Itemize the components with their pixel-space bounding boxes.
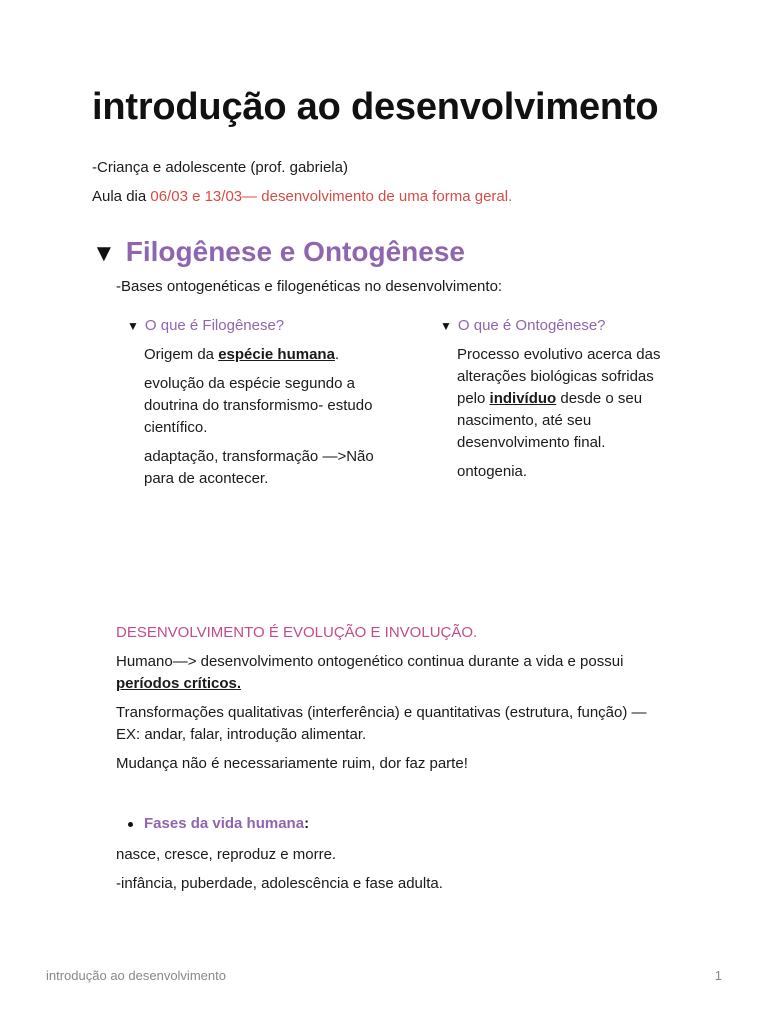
ontogenese-p1-l1: Processo evolutivo acerca das <box>457 346 661 363</box>
ontogenese-p1-l4: nascimento, até seu <box>457 412 592 429</box>
text: desde o seu <box>556 390 643 407</box>
bullet-icon <box>128 822 133 827</box>
filogenese-p2-l2: doutrina do transformismo- estudo <box>144 397 373 414</box>
section-subtitle: -Bases ontogenéticas e filogenéticas no desenvolvimento: <box>116 278 503 295</box>
intro-line-2 <box>92 186 512 208</box>
text: : <box>304 815 310 832</box>
filogenese-question: O que é Filogênese? <box>144 317 285 334</box>
fases-p1: nasce, cresce, reproduz e morre. <box>116 846 337 863</box>
fases-p2: -infância, puberdade, adolescência e fase adulta. <box>116 875 443 892</box>
desenvolvimento-heading: DESENVOLVIMENTO É EVOLUÇÃO E INVOLUÇÃO. <box>116 624 478 641</box>
toggle-triangle-icon[interactable]: ▼ <box>440 319 452 333</box>
desenvolvimento-p1-l1: Humano—> desenvolvimento ontogenético continua durante a vida e possui <box>116 653 624 670</box>
ontogenese-p1-l3 <box>457 388 642 410</box>
page-title: introdução ao desenvolvimento <box>92 86 659 128</box>
toggle-triangle-icon[interactable]: ▼ <box>92 240 116 267</box>
fases-label: Fases da vida humana <box>144 815 305 832</box>
ontogenese-p1-l5: desenvolvimento final. <box>457 434 606 451</box>
toggle-triangle-icon[interactable]: ▼ <box>127 319 139 333</box>
filogenese-p2-l3: científico. <box>144 419 208 436</box>
individuo-text: indivíduo <box>489 390 557 407</box>
desenvolvimento-p2-l1: Transformações qualitativas (interferência) e quantitativas (estrutura, função) — <box>116 704 647 721</box>
text: pelo <box>457 390 490 407</box>
especie-humana-text: espécie humana <box>218 346 335 363</box>
desenvolvimento-p3: Mudança não é necessariamente ruim, dor faz parte! <box>116 755 468 772</box>
page-number: 1 <box>714 968 722 983</box>
intro-line-2-dates: 06/03 e 13/03— desenvolvimento de uma forma geral. <box>150 188 513 205</box>
ontogenese-p2: ontogenia. <box>457 463 528 480</box>
filogenese-p3-l2: para de acontecer. <box>144 470 269 487</box>
filogenese-origin <box>144 344 339 366</box>
text: . <box>334 346 340 363</box>
text: . <box>236 675 242 692</box>
ontogenese-question: O que é Ontogênese? <box>457 317 606 334</box>
section-heading: Filogênese e Ontogênese <box>125 236 465 267</box>
toggle-filogenese[interactable] <box>127 315 284 337</box>
filogenese-p3-l1: adaptação, transformação —>Não <box>144 448 374 465</box>
filogenese-p2-l1: evolução da espécie segundo a <box>144 375 355 392</box>
section-heading-toggle[interactable] <box>92 234 465 272</box>
intro-line-2-prefix: Aula dia <box>92 188 151 205</box>
toggle-ontogenese[interactable] <box>440 315 606 337</box>
desenvolvimento-p2-l2: EX: andar, falar, introdução alimentar. <box>116 726 367 743</box>
intro-line-1: -Criança e adolescente (prof. gabriela) <box>92 159 348 176</box>
footer-title: introdução ao desenvolvimento <box>46 968 226 983</box>
text: Origem da <box>144 346 219 363</box>
periodos-criticos-text: períodos críticos <box>116 675 237 692</box>
ontogenese-p1-l2: alterações biológicas sofridas <box>457 368 654 385</box>
desenvolvimento-p1-l2 <box>116 673 241 695</box>
fases-label-line <box>144 813 309 835</box>
